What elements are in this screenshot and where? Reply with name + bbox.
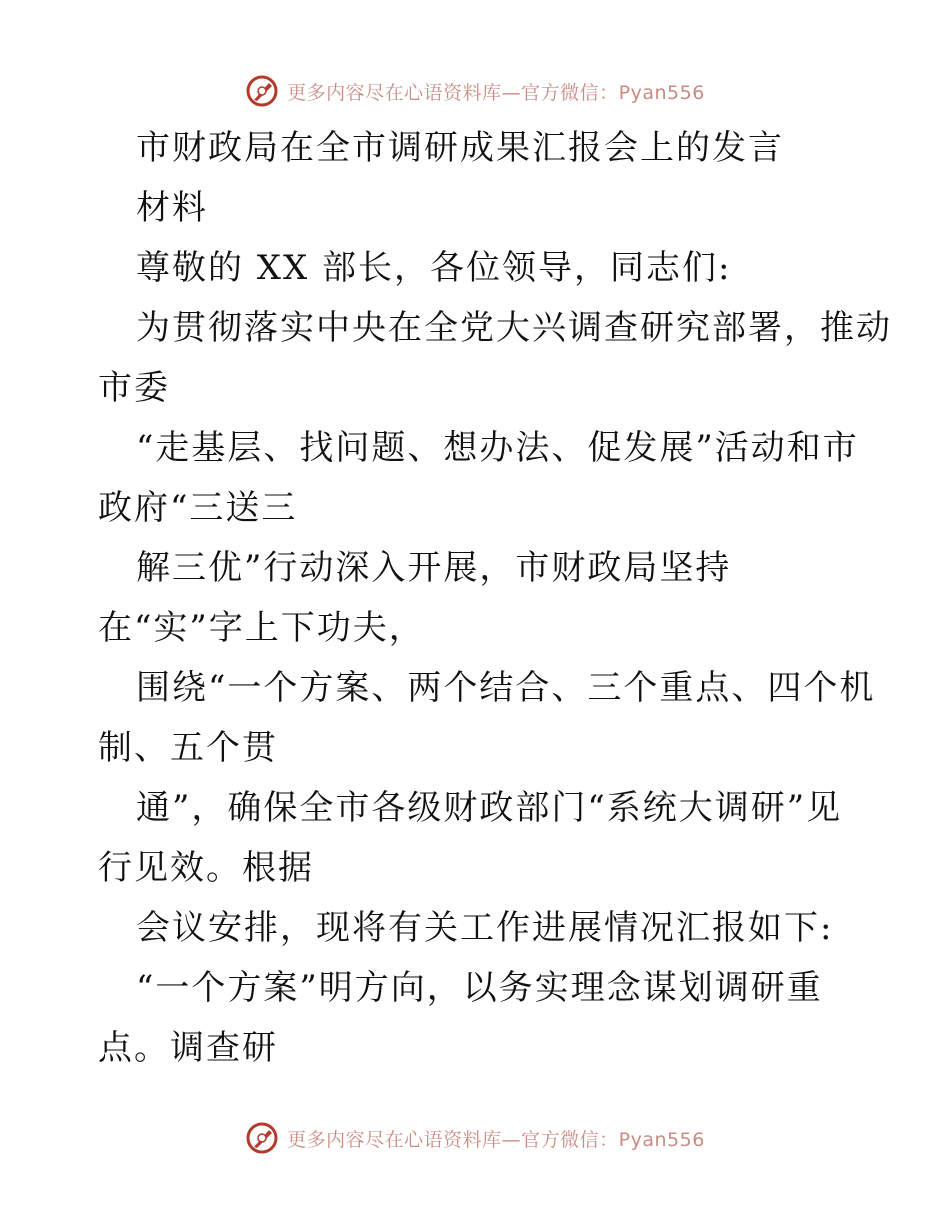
document-line: 制、五个贯 bbox=[98, 728, 278, 768]
document-line: 行见效。根据 bbox=[98, 848, 314, 888]
document-line: 解三优”行动深入开展，市财政局坚持 bbox=[136, 548, 732, 588]
document-line: 会议安排，现将有关工作进展情况汇报如下: bbox=[136, 908, 834, 948]
footer-watermark bbox=[0, 1118, 950, 1158]
document-line: 市委 bbox=[98, 368, 170, 408]
document-body bbox=[98, 118, 892, 1078]
document-line: 尊敬的 XX 部长，各位领导，同志们: bbox=[136, 248, 732, 288]
document-line: 围绕“一个方案、两个结合、三个重点、四个机 bbox=[136, 668, 876, 708]
document-line: “走基层、找问题、想办法、促发展”活动和市 bbox=[136, 428, 859, 468]
document-line: 市财政局在全市调研成果汇报会上的发言 bbox=[136, 128, 784, 168]
document-line: 通”，确保全市各级财政部门“系统大调研”见 bbox=[136, 788, 843, 828]
document-line: “一个方案”明方向，以务实理念谋划调研重 bbox=[136, 968, 823, 1008]
document-line: 材料 bbox=[136, 188, 208, 228]
watermark-text: 更多内容尽在心语资料库—官方微信：Pyan556 bbox=[287, 1128, 705, 1151]
quill-logo-icon bbox=[245, 74, 279, 108]
document-line: 为贯彻落实中央在全党大兴调查研究部署，推动 bbox=[136, 308, 892, 348]
watermark-text: 更多内容尽在心语资料库—官方微信：Pyan556 bbox=[287, 81, 705, 104]
document-line: 点。调查研 bbox=[98, 1028, 278, 1068]
document-line: 政府“三送三 bbox=[98, 488, 298, 528]
header-watermark bbox=[0, 71, 950, 111]
document-line: 在“实”字上下功夫， bbox=[98, 608, 425, 648]
quill-logo-icon bbox=[245, 1121, 279, 1155]
